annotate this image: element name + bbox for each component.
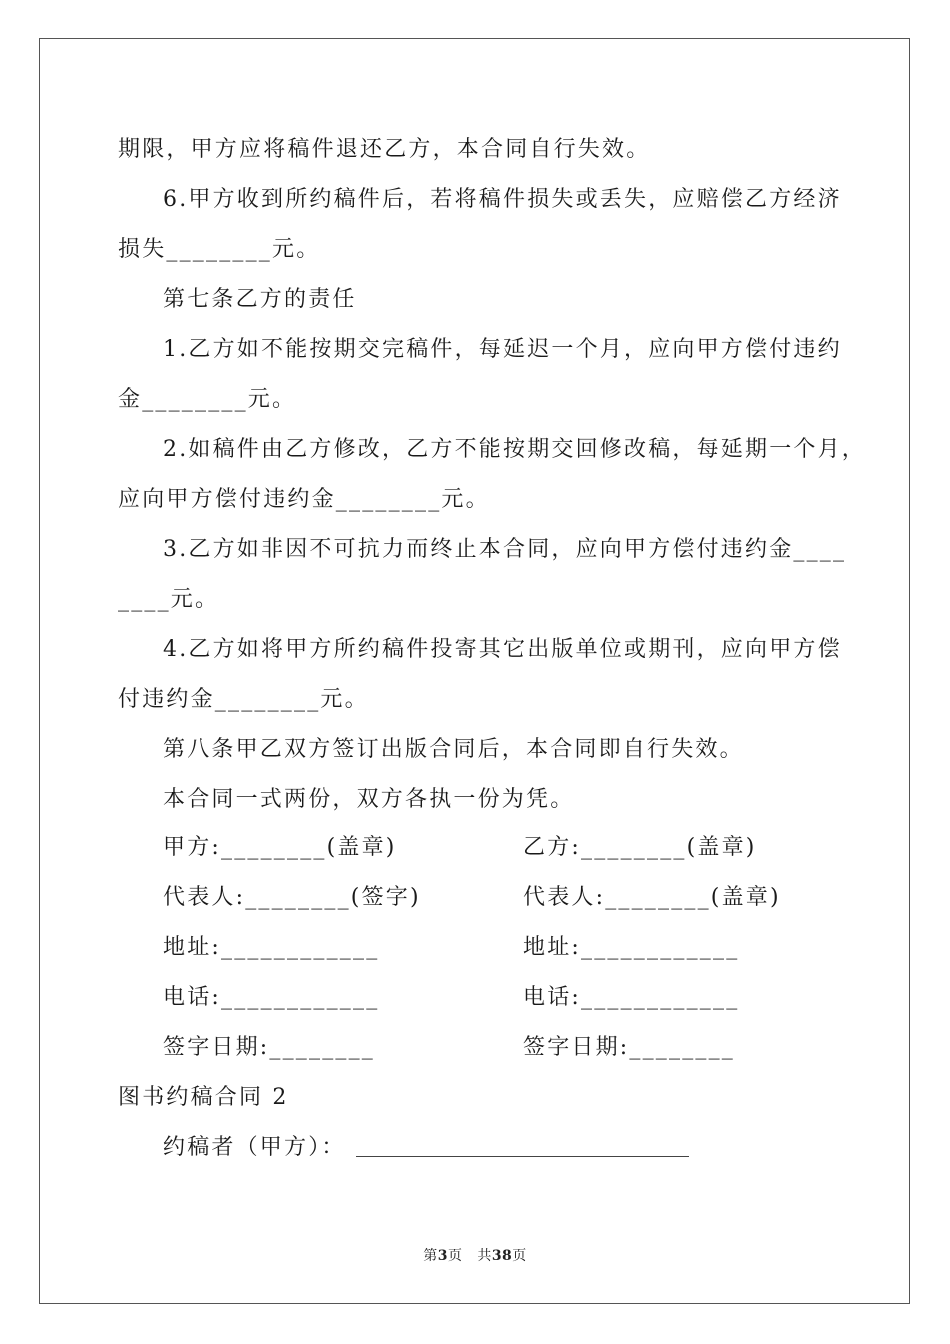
footer-total-suffix: 页 bbox=[512, 1248, 527, 1264]
page-footer bbox=[0, 1245, 950, 1265]
body-line: 金________元。 bbox=[118, 387, 297, 412]
body-line: 1.乙方如不能按期交完稿件，每延迟一个月，应向甲方偿付违约 bbox=[163, 337, 842, 362]
body-line: 应向甲方偿付违约金________元。 bbox=[118, 487, 490, 512]
party-a-blank-line bbox=[356, 1156, 689, 1157]
body-line: 付违约金________元。 bbox=[118, 687, 369, 712]
footer-total-pages: 38 bbox=[491, 1248, 513, 1264]
article-heading: 第八条甲乙双方签订出版合同后，本合同即自行失效。 bbox=[163, 737, 744, 762]
footer-page-prefix: 第 bbox=[423, 1248, 438, 1264]
body-line: 损失________元。 bbox=[118, 237, 321, 262]
page-border bbox=[39, 38, 910, 1304]
party-a-phone-field: 电话:____________ bbox=[163, 985, 380, 1010]
party-b-representative-field: 代表人:________(盖章) bbox=[523, 885, 781, 910]
body-line: 6.甲方收到所约稿件后，若将稿件损失或丢失，应赔偿乙方经济 bbox=[163, 187, 842, 212]
party-b-address-field: 地址:____________ bbox=[523, 935, 740, 960]
party-a-address-field: 地址:____________ bbox=[163, 935, 380, 960]
body-line: 本合同一式两份，双方各执一份为凭。 bbox=[163, 787, 575, 812]
footer-page-number: 3 bbox=[437, 1248, 448, 1264]
body-line: 4.乙方如将甲方所约稿件投寄其它出版单位或期刊，应向甲方偿 bbox=[163, 637, 842, 662]
footer-total-prefix: 共 bbox=[477, 1248, 492, 1264]
party-a-label: 约稿者（甲方）： bbox=[163, 1135, 346, 1160]
party-a-signature-field: 甲方:________(盖章) bbox=[163, 835, 397, 860]
footer-page-suffix: 页 bbox=[447, 1248, 463, 1264]
body-line: 2.如稿件由乙方修改，乙方不能按期交回修改稿，每延期一个月， bbox=[163, 437, 866, 462]
party-b-phone-field: 电话:____________ bbox=[523, 985, 740, 1010]
body-line: ____元。 bbox=[118, 587, 220, 612]
party-b-signature-field: 乙方:________(盖章) bbox=[523, 835, 757, 860]
section-title: 图书约稿合同 2 bbox=[118, 1085, 289, 1110]
party-a-date-field: 签字日期:________ bbox=[163, 1035, 376, 1060]
party-a-representative-field: 代表人:________(签字) bbox=[163, 885, 421, 910]
body-line: 3.乙方如非因不可抗力而终止本合同，应向甲方偿付违约金____ bbox=[163, 537, 847, 562]
body-line: 期限，甲方应将稿件退还乙方，本合同自行失效。 bbox=[118, 137, 651, 162]
article-heading: 第七条乙方的责任 bbox=[163, 287, 357, 312]
party-b-date-field: 签字日期:________ bbox=[523, 1035, 736, 1060]
